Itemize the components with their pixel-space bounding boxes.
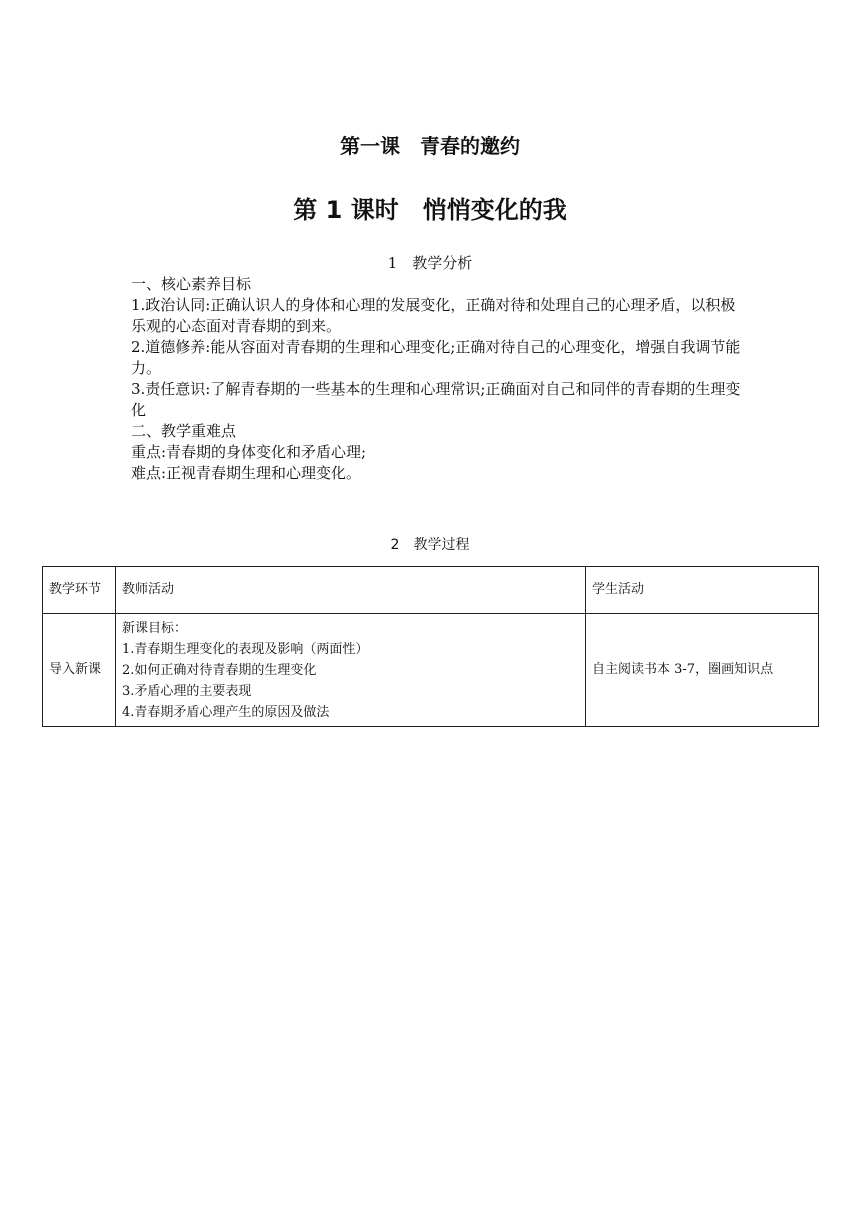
analysis-line-responsibility: 3.责任意识:了解青春期的一些基本的生理和心理常识;正确面对自己和同伴的青春期的生理变化 — [131, 380, 741, 419]
teaching-process-table — [42, 566, 819, 727]
teacher-line: 新课目标： — [122, 620, 188, 636]
lesson-title: 第一课 青春的邀约 — [340, 134, 520, 158]
cell-student-activity: 自主阅读书本 3-7，圈画知识点 — [586, 614, 819, 727]
table-row — [43, 614, 819, 727]
teacher-line: 2.如何正确对待青春期的生理变化 — [122, 662, 317, 678]
header-teacher-activity: 教师活动 — [116, 567, 586, 614]
header-stage: 教学环节 — [43, 567, 116, 614]
table-header-row — [43, 567, 819, 614]
analysis-line-key-points-heading: 二、教学重难点 — [131, 422, 237, 440]
teacher-line: 1.青春期生理变化的表现及影响（两面性） — [122, 641, 369, 657]
teacher-line: 4.青春期矛盾心理产生的原因及做法 — [122, 704, 330, 720]
cell-stage: 导入新课 — [43, 614, 116, 727]
analysis-line-political: 1.政治认同:正确认识人的身体和心理的发展变化，正确对待和处理自己的心理矛盾，以积极乐观的心态面对青春期的到来。 — [131, 296, 736, 335]
header-student-activity: 学生活动 — [586, 567, 819, 614]
analysis-line-difficulty: 难点:正视青春期生理和心理变化。 — [131, 464, 362, 482]
analysis-line-moral: 2.道德修养:能从容面对青春期的生理和心理变化;正确对待自己的心理变化，增强自我调节能力。 — [131, 338, 741, 377]
section-heading-analysis: 1 教学分析 — [387, 254, 473, 272]
period-title: 第 1 课时 悄悄变化的我 — [293, 196, 567, 224]
teacher-line: 3.矛盾心理的主要表现 — [122, 683, 252, 699]
analysis-line-key-point: 重点:青春期的身体变化和矛盾心理; — [131, 443, 367, 461]
teaching-analysis — [131, 274, 741, 484]
section-heading-process: 2 教学过程 — [390, 537, 470, 553]
analysis-line-goals-heading: 一、核心素养目标 — [131, 275, 252, 293]
cell-teacher-activity — [116, 614, 586, 727]
